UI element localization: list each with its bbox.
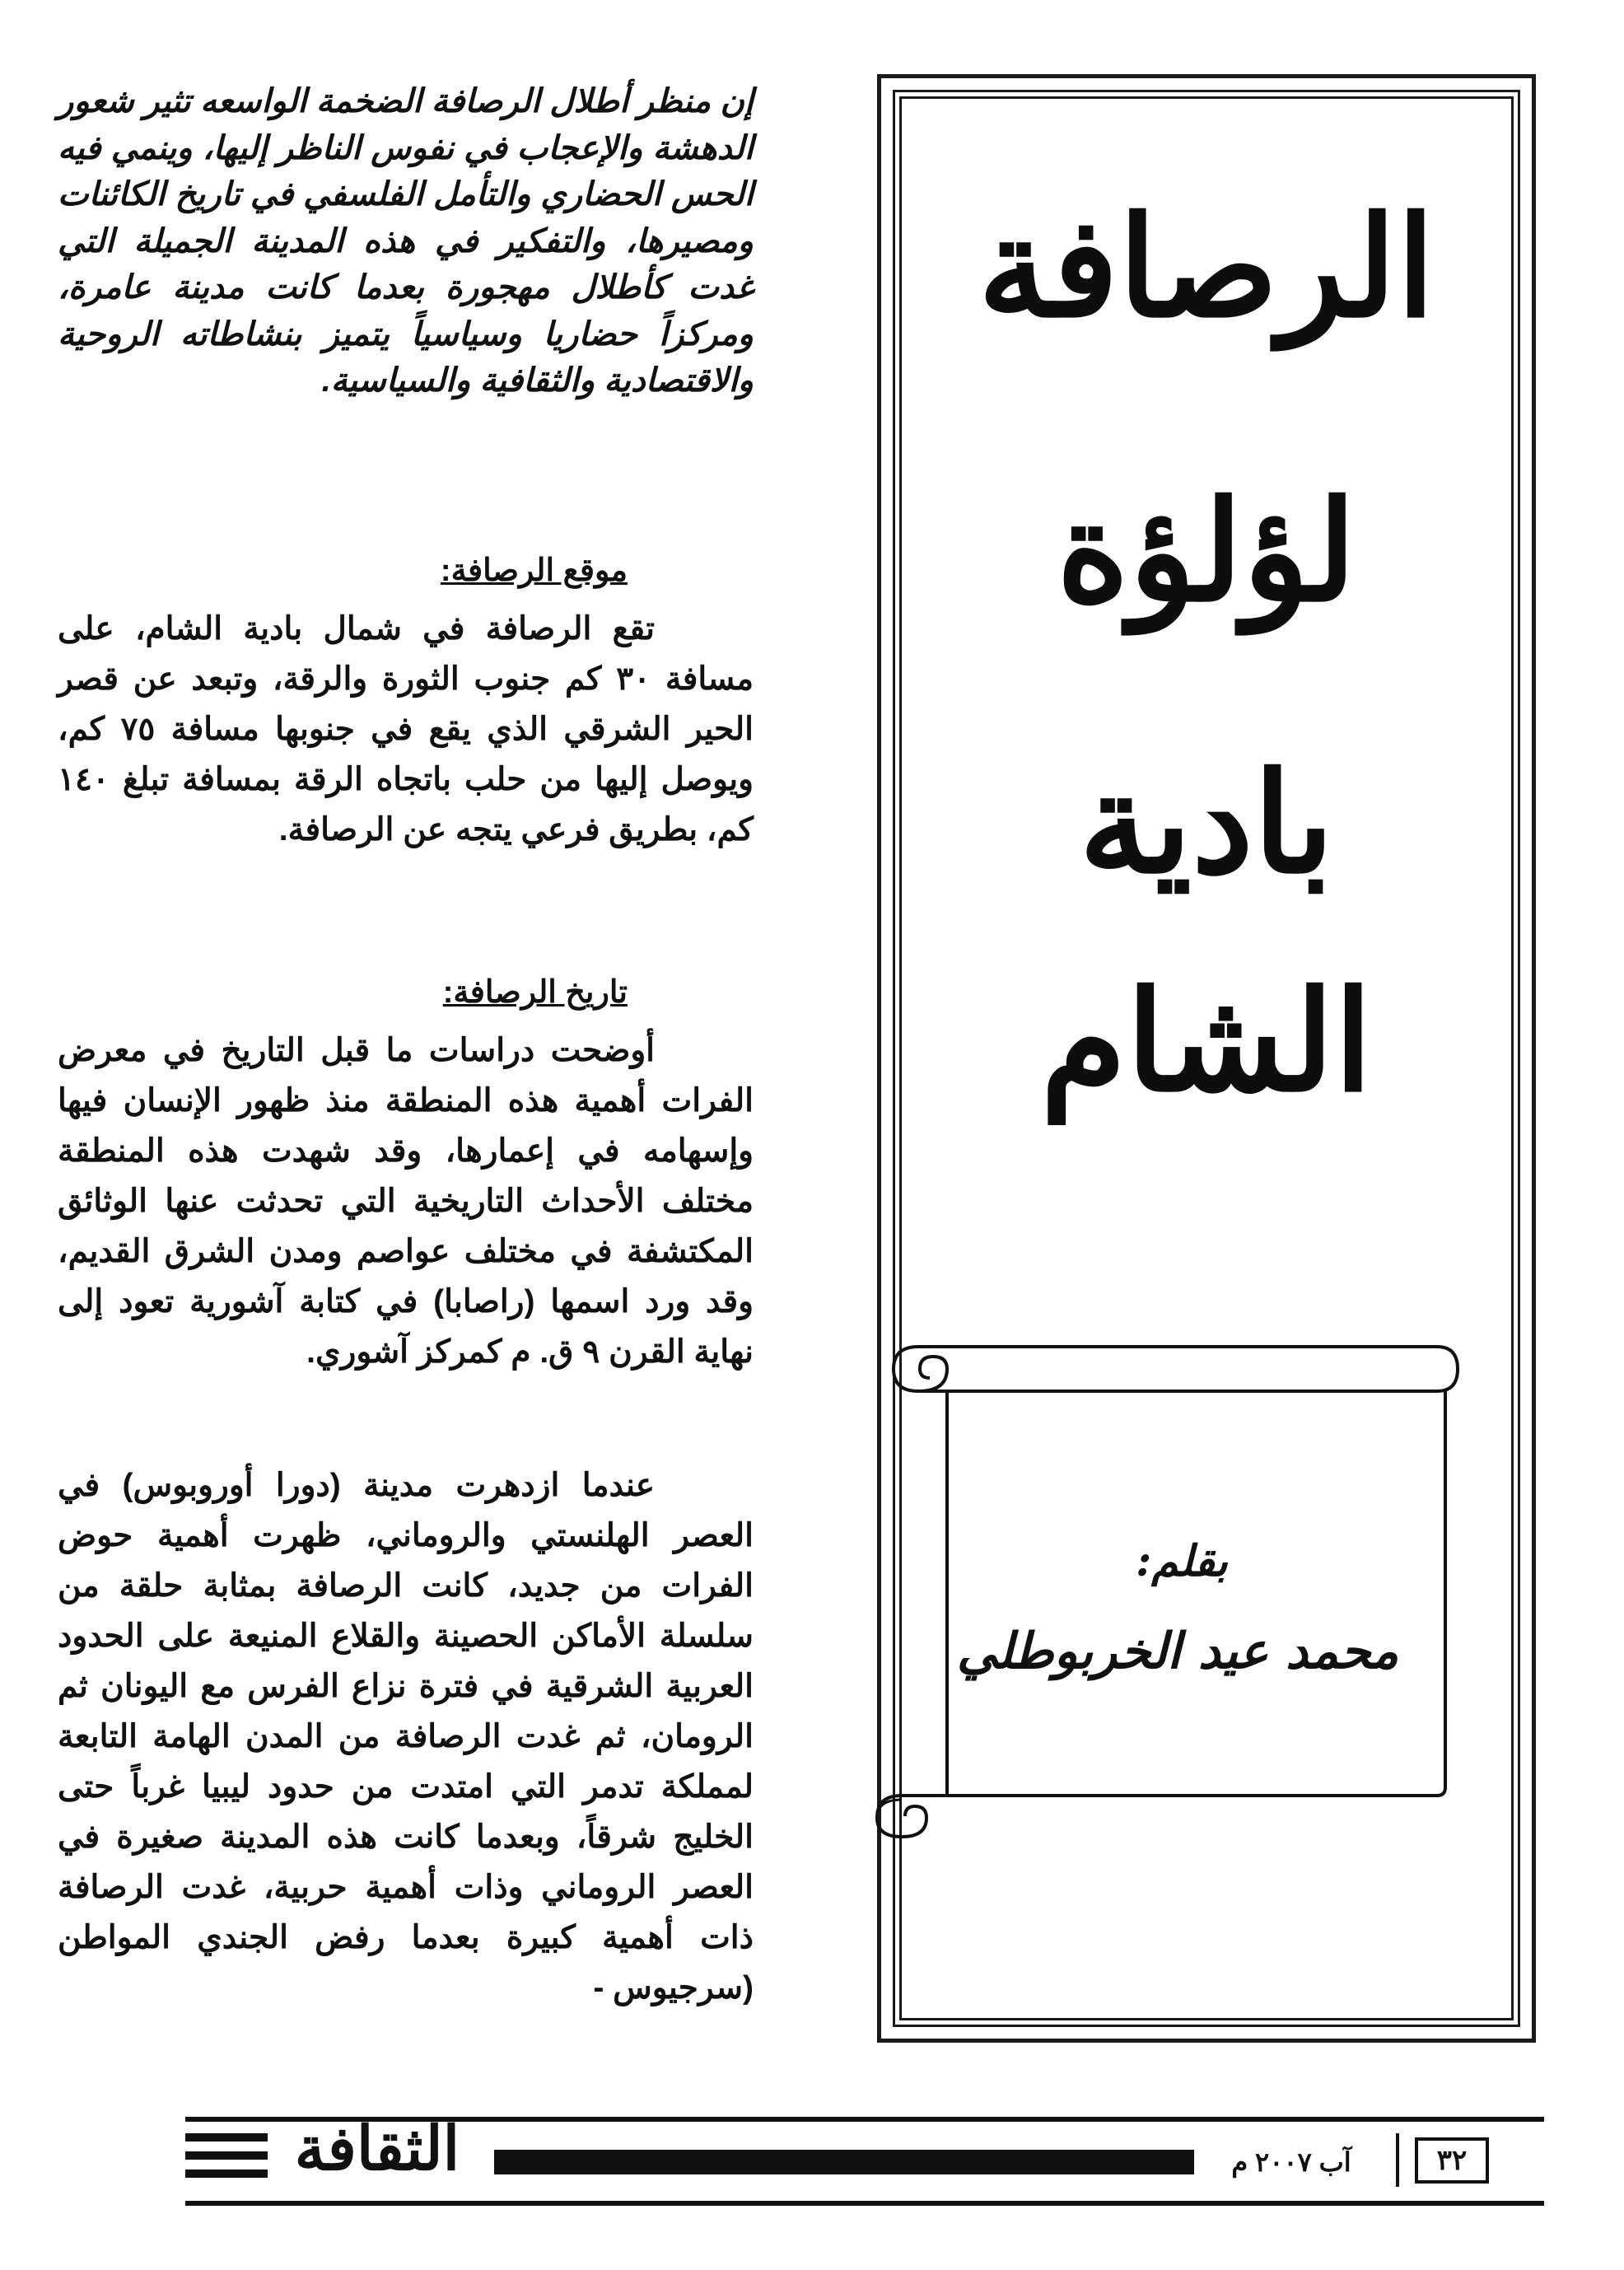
author-name: محمد عيد الخربوطلي — [956, 1623, 1399, 1680]
footer-stripe-2 — [185, 2151, 268, 2160]
title-line-1: الرصافة — [978, 185, 1435, 348]
location-paragraph: تقع الرصافة في شمال بادية الشام، على مسافة ٣٠ كم جنوب الثورة والرقة، وتبعد عن قصر الحير الشرقي الذي يقع في جنوبها مسافة ٧٥ كم، ويوصل إليها من حلب باتجاه الرقة بمسافة تبلغ ١٤٠ كم، بطريق فرعي يتجه عن الرصافة. — [58, 611, 754, 848]
footer-stripe-3 — [185, 2170, 268, 2178]
issue-date: آب ٢٠٠٧ م — [1231, 2147, 1351, 2177]
footer-separator — [1396, 2133, 1399, 2187]
footer-bottom-rule — [185, 2201, 1544, 2206]
location-heading: موقع الرصافة: — [440, 553, 628, 588]
scroll-graphic — [869, 1338, 1462, 1841]
footer-bar — [494, 2150, 1194, 2174]
title-line-4: الشام — [1040, 960, 1373, 1123]
page-number: ٣٢ — [1415, 2137, 1489, 2184]
title-line-2: لؤلؤة — [1057, 469, 1356, 633]
scroll-ornament — [869, 1338, 1462, 1841]
history-heading: تاريخ الرصافة: — [442, 975, 628, 1010]
history-paragraph: أوضحت دراسات ما قبل التاريخ في معرض الفرات أهمية هذه المنطقة منذ ظهور الإنسان فيها وإسهامه في إعمارها، وقد شهدت هذه المنطقة مختلف الأحداث التاريخية التي تحدثت عنها الوثائق المكتشفة في مختلف عواصم ومدن الشرق القديم، وقد ورد اسمها (راصابا) في كتابة آشورية تعود إلى نهاية القرن ٩ ق. م كمركز آشوري. — [58, 1033, 754, 1370]
magazine-title: الثقافة — [294, 2114, 460, 2184]
flourish-paragraph: عندما ازدهرت مدينة (دورا أوروبوس) في العصر الهلنستي والروماني، ظهرت أهمية حوض الفرات من جديد، كانت الرصافة بمثابة حلقة من سلسلة الأماكن الحصينة والقلاع المنيعة على الحدود العربية الشرقية في فترة نزاع الفرس مع اليونان ثم الرومان، ثم غدت الرصافة من المدن الهامة التابعة لمملكة تدمر التي امتدت من حدود ليبيا غرباً حتى الخليج شرقاً، وبعدما كانت هذه المدينة صغيرة في العصر الروماني وذات أهمية حربية، غدت الرصافة ذات أهمية كبيرة بعدما رفض الجندي المواطن (سرجيوس - — [58, 1468, 754, 2006]
intro-paragraph: إن منظر أطلال الرصافة الضخمة الواسعه تثير شعور الدهشة والإعجاب في نفوس الناظر إليها، وينمي فيه الحس الحضاري والتأمل الفلسفي في تاريخ الكائنات ومصيرها، والتفكير في هذه المدينة الجميلة التي غدت كأطلال مهجورة بعدما كانت مدينة عامرة، ومركزاً حضاريا وسياسياً يتميز بنشاطاته الروحية والاقتصادية والثقافية والسياسية. — [58, 83, 754, 399]
title-line-3: بادية — [1079, 741, 1334, 904]
footer-stripe-1 — [185, 2133, 268, 2142]
author-prefix: بقلم: — [1136, 1536, 1228, 1586]
